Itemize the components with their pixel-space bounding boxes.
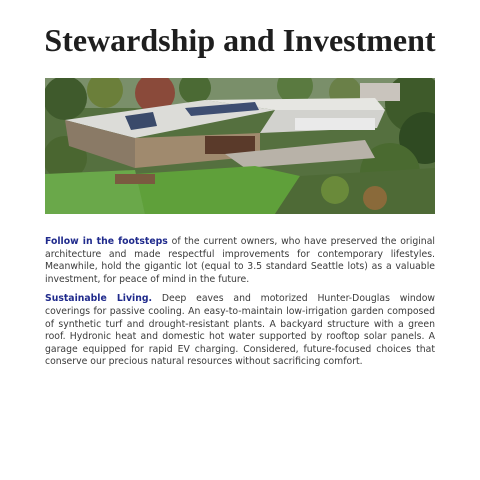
aerial-house-photo (45, 78, 435, 214)
paragraph-lead: Sustainable Living. (45, 293, 153, 305)
paragraph-lead: Follow in the footsteps (45, 236, 168, 247)
body-text (45, 236, 435, 376)
paragraph-body: of the current owners, who have preserved the original architecture and made respectful improvements for contemporary lifestyles. Meanwhile, hold the gigantic lot (equal to 3.5 standard Seattle lots) as a valuable investment, for peace of mind in the future. (45, 236, 435, 285)
paragraph-stewardship (45, 236, 435, 286)
paragraph-body: Deep eaves and motorized Hunter-Douglas window coverings for passive cooling. An easy-to-maintain low-irrigation garden composed of synthetic turf and drought-resistant plants. A backyard structure with a green roof. Hydronic heat and domestic hot water supported by rooftop solar panels. A garage equipped for rapid EV charging. Considered, future-focused choices that conserve our precious natural resources without sacrificing comfort. (45, 293, 435, 368)
page-title: Stewardship and Investment (44, 22, 436, 58)
paragraph-sustainable (45, 293, 435, 369)
